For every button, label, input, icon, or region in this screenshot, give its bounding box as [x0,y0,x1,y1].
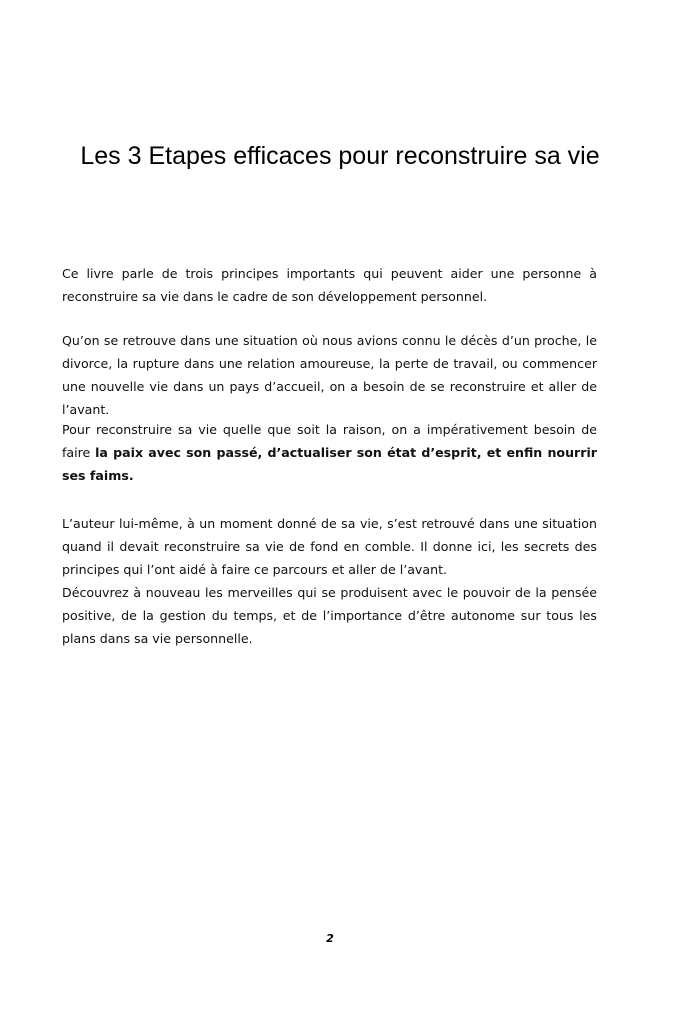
page-number: 2 [326,932,334,945]
paragraph-discover: Découvrez à nouveau les merveilles qui se produisent avec le pouvoir de la pensée positive, de la gestion du temps, et de l’importance d’être autonome sur tous les plans dans sa vie personnelle. [62,585,597,646]
page-title: Les 3 Etapes efficaces pour reconstruire sa vie [80,142,600,170]
paragraph-requirements-lead: Pour reconstruire sa vie quelle que soit la raison, on a impérativement besoin de faire [62,422,597,460]
paragraph-author: L’auteur lui-même, à un moment donné de sa vie, s’est retrouvé dans une situation quand il devait reconstruire sa vie de fond en comble. Il donne ici, les secrets des principes qui l’ont aidé à faire ce parcours et aller de l’avant. [62,516,597,577]
paragraph-requirements-emphasis: la paix avec son passé, d’actualiser son état d’esprit, et enfin nourrir ses faims. [62,445,597,483]
paragraph-requirements [62,418,597,487]
paragraph-situations: Qu’on se retrouve dans une situation où nous avions connu le décès d’un proche, le divorce, la rupture dans une relation amoureuse, la perte de travail, ou commencer une nouvelle vie dans un pays d’accueil, on a besoin de se reconstruire et aller de l’avant. [62,333,597,417]
paragraph-intro: Ce livre parle de trois principes importants qui peuvent aider une personne à reconstruire sa vie dans le cadre de son développement personnel. [62,266,597,304]
